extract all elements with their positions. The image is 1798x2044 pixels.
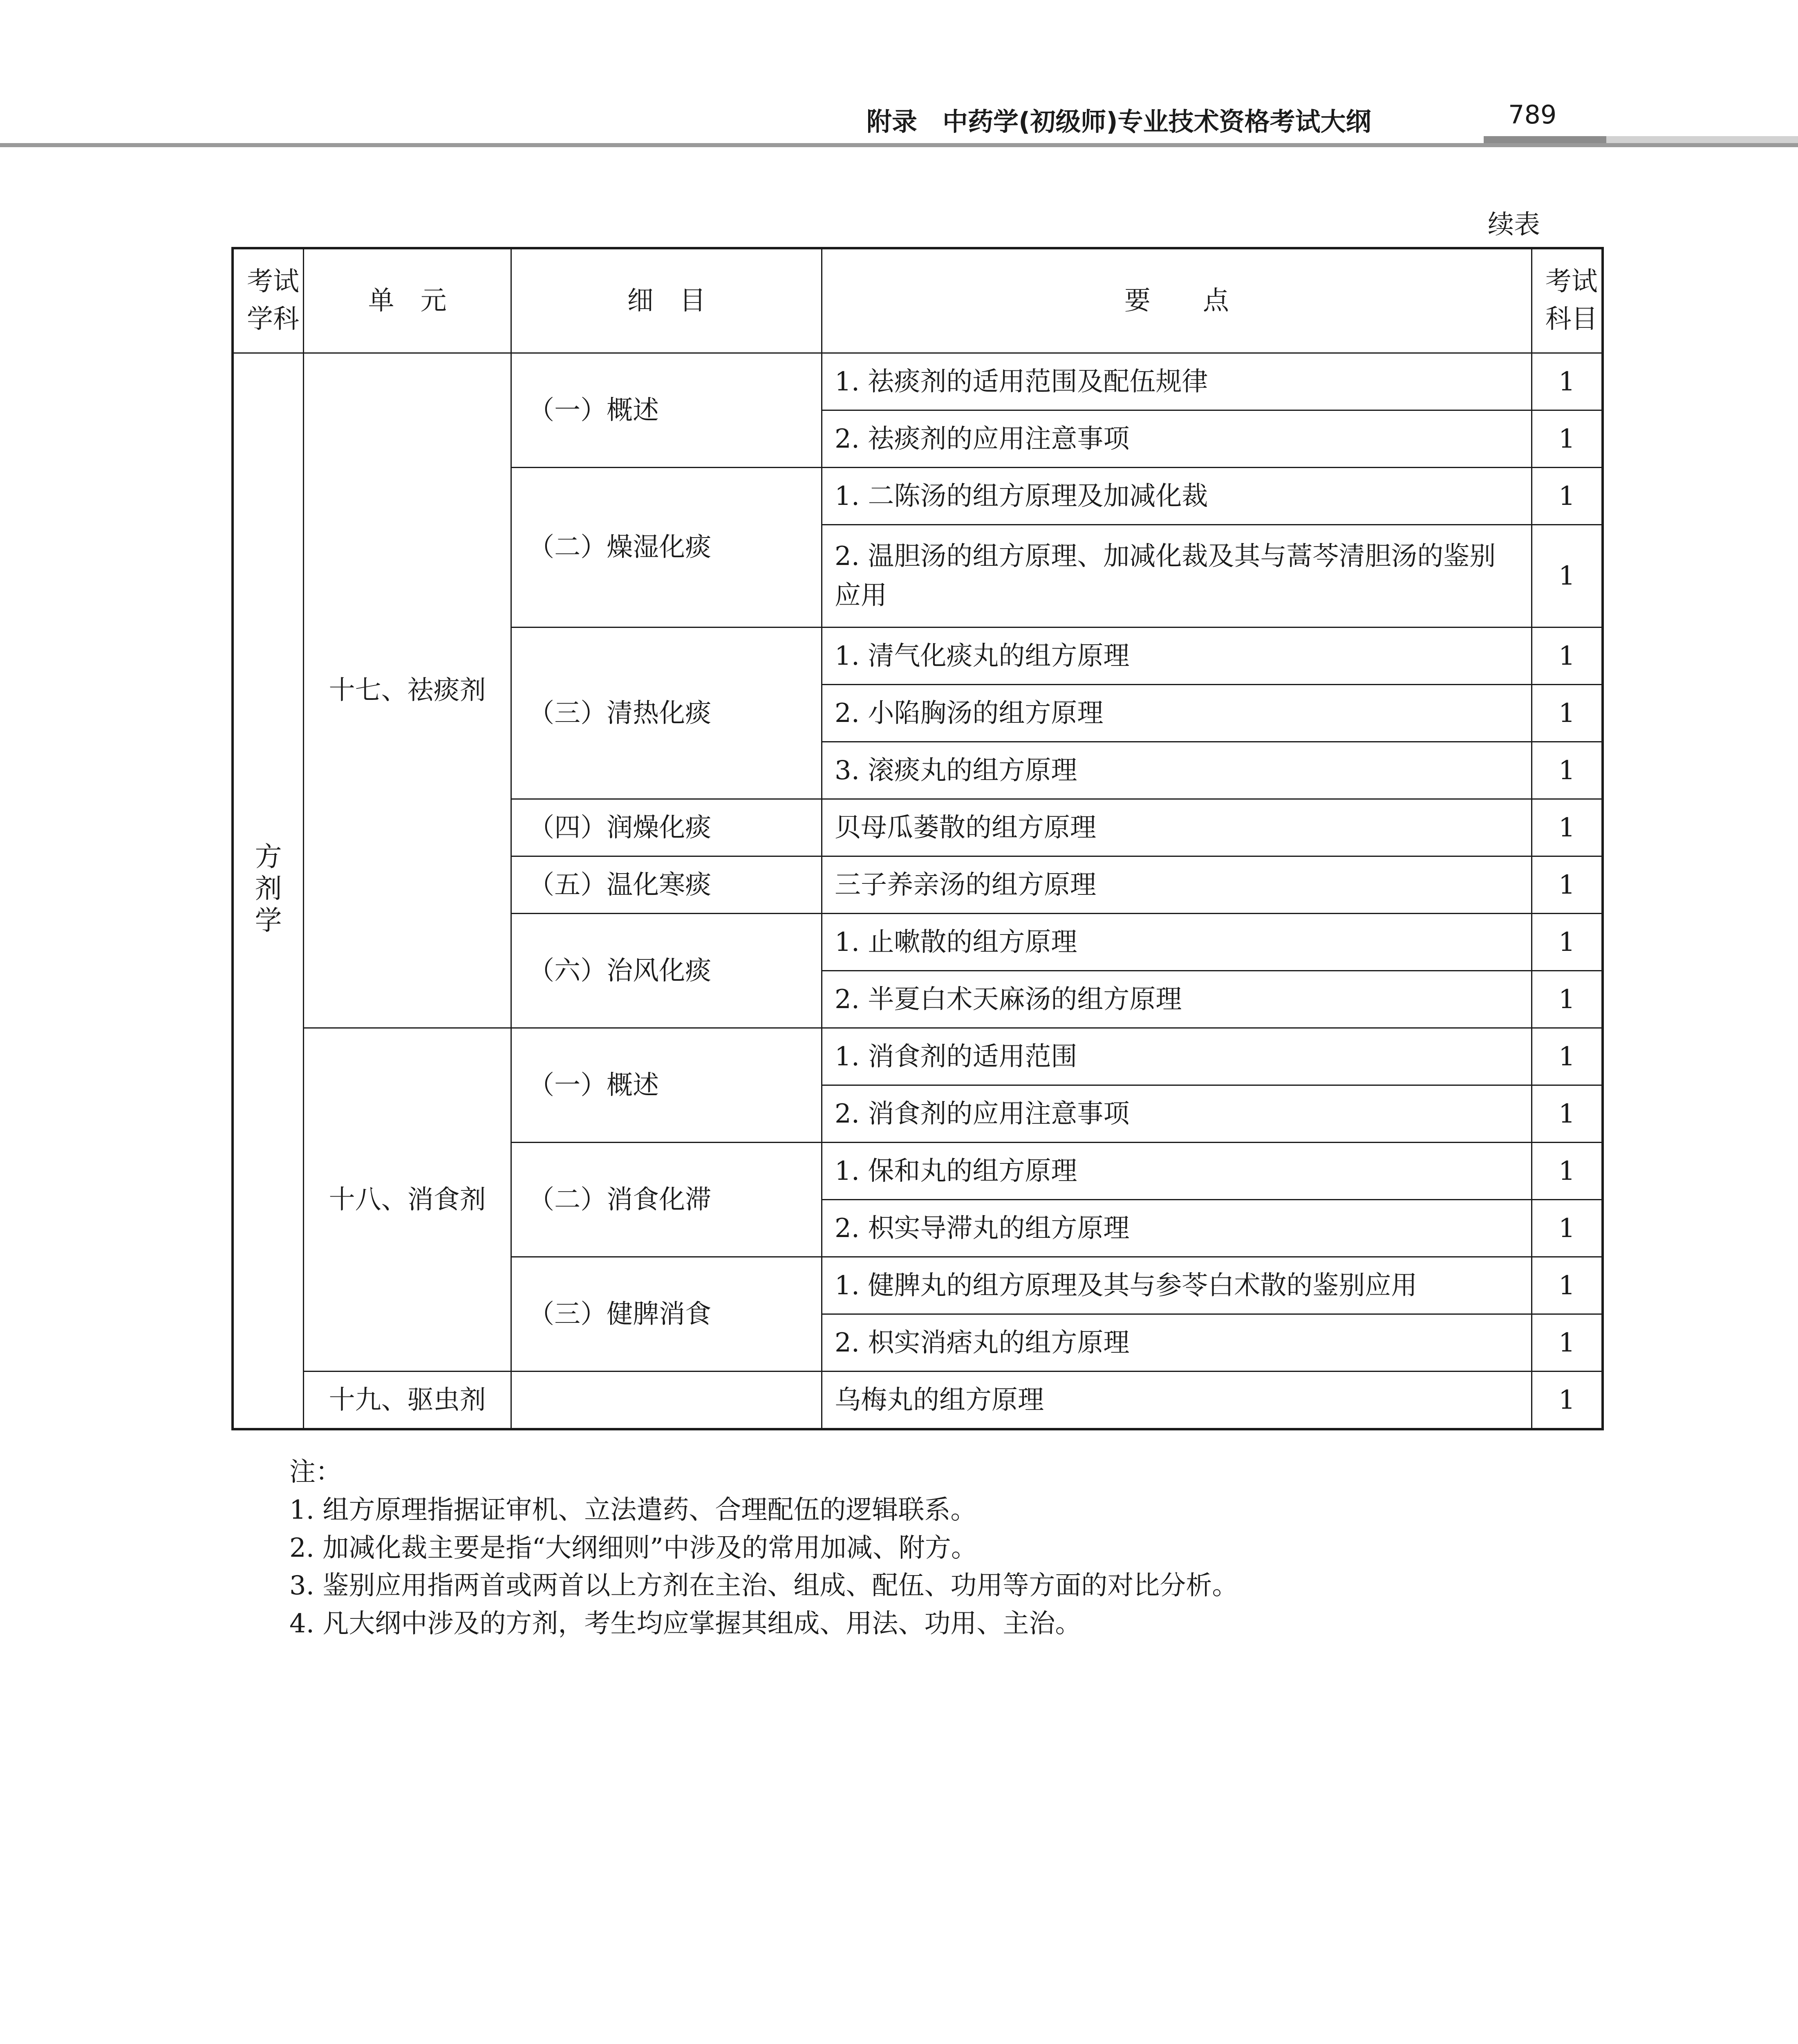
note-item: 4. 凡大纲中涉及的方剂，考生均应掌握其组成、用法、功用、主治。 xyxy=(289,1609,1081,1639)
note-item: 2. 加减化裁主要是指“大纲细则”中涉及的常用加减、附方。 xyxy=(289,1533,977,1563)
level-cell: 1 xyxy=(1532,1314,1603,1372)
point-cell: 乌梅丸的组方原理 xyxy=(822,1372,1532,1430)
table-row xyxy=(233,1028,1603,1085)
level-cell: 1 xyxy=(1532,1143,1603,1200)
level-cell: 1 xyxy=(1532,914,1603,971)
table-row xyxy=(233,353,1603,410)
note-item: 1. 组方原理指据证审机、立法遣药、合理配伍的逻辑联系。 xyxy=(289,1495,977,1525)
note-item: 3. 鉴别应用指两首或两首以上方剂在主治、组成、配伍、功用等方面的对比分析。 xyxy=(289,1571,1238,1601)
item-cell: （六）治风化痰 xyxy=(511,914,822,1028)
level-cell: 1 xyxy=(1532,742,1603,799)
notes-heading: 注： xyxy=(289,1457,342,1487)
syllabus-table xyxy=(231,247,1604,1430)
level-cell: 1 xyxy=(1532,971,1603,1028)
point-cell: 2. 消食剂的应用注意事项 xyxy=(822,1085,1532,1143)
level-cell: 1 xyxy=(1532,856,1603,914)
point-cell: 2. 温胆汤的组方原理、加减化裁及其与蒿芩清胆汤的鉴别应用 xyxy=(822,525,1532,628)
item-cell: （一）概述 xyxy=(511,353,822,468)
point-cell: 1. 清气化痰丸的组方原理 xyxy=(822,628,1532,685)
point-cell: 2. 祛痰剂的应用注意事项 xyxy=(822,410,1532,468)
item-cell: （三）清热化痰 xyxy=(511,628,822,799)
notes xyxy=(289,1453,1238,1643)
header-level: 考试科目 xyxy=(1532,248,1603,353)
point-cell: 2. 枳实导滞丸的组方原理 xyxy=(822,1200,1532,1257)
header-point: 要 点 xyxy=(822,248,1532,353)
level-cell: 1 xyxy=(1532,1200,1603,1257)
header-rule xyxy=(0,143,1798,147)
point-cell: 1. 止嗽散的组方原理 xyxy=(822,914,1532,971)
point-cell: 1. 二陈汤的组方原理及加减化裁 xyxy=(822,468,1532,525)
level-cell: 1 xyxy=(1532,353,1603,410)
point-cell: 2. 枳实消痞丸的组方原理 xyxy=(822,1314,1532,1372)
point-cell: 1. 祛痰剂的适用范围及配伍规律 xyxy=(822,353,1532,410)
running-head xyxy=(0,0,1798,155)
item-cell: （五）温化寒痰 xyxy=(511,856,822,914)
level-cell: 1 xyxy=(1532,410,1603,468)
point-cell: 三子养亲汤的组方原理 xyxy=(822,856,1532,914)
item-cell xyxy=(511,1372,822,1430)
item-cell: （一）概述 xyxy=(511,1028,822,1143)
unit-cell: 十七、祛痰剂 xyxy=(304,353,511,1028)
level-cell: 1 xyxy=(1532,1028,1603,1085)
point-cell: 1. 消食剂的适用范围 xyxy=(822,1028,1532,1085)
continued-label: 续表 xyxy=(1488,210,1540,240)
unit-cell: 十九、驱虫剂 xyxy=(304,1372,511,1430)
item-cell: （二）消食化滞 xyxy=(511,1143,822,1257)
item-cell: （四）润燥化痰 xyxy=(511,799,822,856)
level-cell: 1 xyxy=(1532,525,1603,628)
point-cell: 2. 半夏白术天麻汤的组方原理 xyxy=(822,971,1532,1028)
level-cell: 1 xyxy=(1532,468,1603,525)
item-cell: （三）健脾消食 xyxy=(511,1257,822,1372)
point-cell: 1. 健脾丸的组方原理及其与参苓白术散的鉴别应用 xyxy=(822,1257,1532,1314)
subject-label: 方剂学 xyxy=(255,841,282,936)
level-cell: 1 xyxy=(1532,1257,1603,1314)
level-cell: 1 xyxy=(1532,799,1603,856)
page-number: 789 xyxy=(1508,100,1557,130)
subject-cell xyxy=(233,353,304,1430)
level-cell: 1 xyxy=(1532,1085,1603,1143)
table-header-row xyxy=(233,248,1603,353)
point-cell: 1. 保和丸的组方原理 xyxy=(822,1143,1532,1200)
header-subject: 考试学科 xyxy=(233,248,304,353)
point-cell: 2. 小陷胸汤的组方原理 xyxy=(822,685,1532,742)
point-cell: 贝母瓜蒌散的组方原理 xyxy=(822,799,1532,856)
level-cell: 1 xyxy=(1532,685,1603,742)
running-head-title: 附录 中药学(初级师)专业技术资格考试大纲 xyxy=(867,107,1371,137)
level-cell: 1 xyxy=(1532,628,1603,685)
header-unit: 单 元 xyxy=(304,248,511,353)
level-cell: 1 xyxy=(1532,1372,1603,1430)
unit-cell: 十八、消食剂 xyxy=(304,1028,511,1372)
header-item: 细 目 xyxy=(511,248,822,353)
item-cell: （二）燥湿化痰 xyxy=(511,468,822,628)
table-row xyxy=(233,1372,1603,1430)
point-cell: 3. 滚痰丸的组方原理 xyxy=(822,742,1532,799)
